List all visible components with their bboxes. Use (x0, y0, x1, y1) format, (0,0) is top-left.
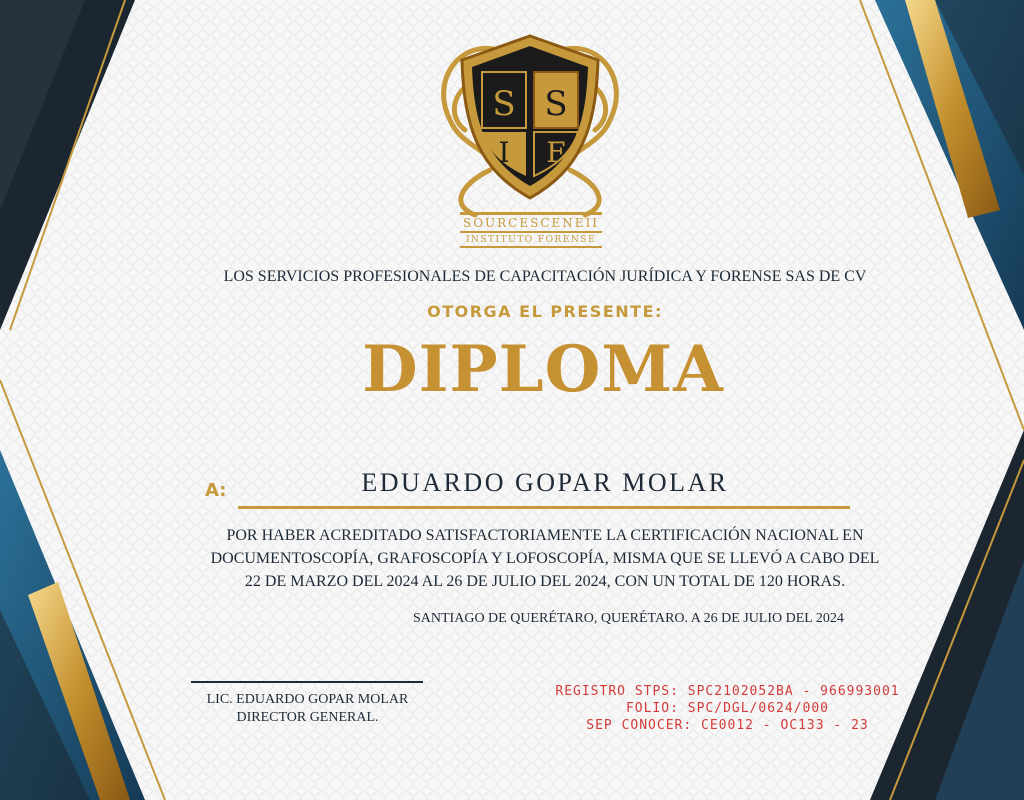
signature-line (191, 681, 423, 683)
description-line: 22 DE MARZO DEL 2024 AL 26 DE JULIO DEL 2024, CON UN TOTAL DE 120 HORAS. (244, 573, 846, 590)
registry-sep-conocer: SEP CONOCER: CE0012 - OC133 - 23 (586, 718, 869, 733)
shield-letter-3: I (498, 136, 510, 169)
recipient-underline (238, 506, 850, 509)
logo-brand-name: SOURCESCENEII (462, 216, 600, 230)
description-line: POR HABER ACREDITADO SATISFACTORIAMENTE LA CERTIFICACIÓN NACIONAL EN (226, 527, 864, 544)
place-and-date: SANTIAGO DE QUERÉTARO, QUERÉTARO. A 26 DE JULIO DEL 2024 (413, 611, 844, 626)
diploma-title: DIPLOMA (362, 332, 724, 407)
recipient-label: A: (205, 480, 227, 501)
certification-description (0, 524, 1024, 593)
grants-heading: OTORGA EL PRESENTE: (427, 302, 663, 321)
registration-info (530, 683, 925, 734)
registry-stps: REGISTRO STPS: SPC2102052BA - 966993001 (555, 684, 900, 699)
signatory-block (190, 691, 425, 727)
issuing-organization: LOS SERVICIOS PROFESIONALES DE CAPACITACIÓN JURÍDICA Y FORENSE SAS DE CV (223, 268, 867, 285)
recipient-name: EDUARDO GOPAR MOLAR (361, 468, 729, 497)
institute-logo (420, 20, 640, 255)
description-line: DOCUMENTOSCOPÍA, GRAFOSCOPÍA Y LOFOSCOPÍA, MISMA QUE SE LLEVÓ A CABO DEL (210, 550, 880, 567)
signatory-name: LIC. EDUARDO GOPAR MOLAR (206, 692, 409, 707)
logo-subtitle: INSTITUTO FORENSE (465, 235, 597, 245)
shield-letter-4: F (546, 136, 566, 169)
registry-folio: FOLIO: SPC/DGL/0624/000 (625, 701, 829, 716)
shield-letter-2: S (544, 84, 568, 124)
signatory-role: DIRECTOR GENERAL. (236, 710, 379, 725)
shield-letter-1: S (492, 84, 516, 124)
